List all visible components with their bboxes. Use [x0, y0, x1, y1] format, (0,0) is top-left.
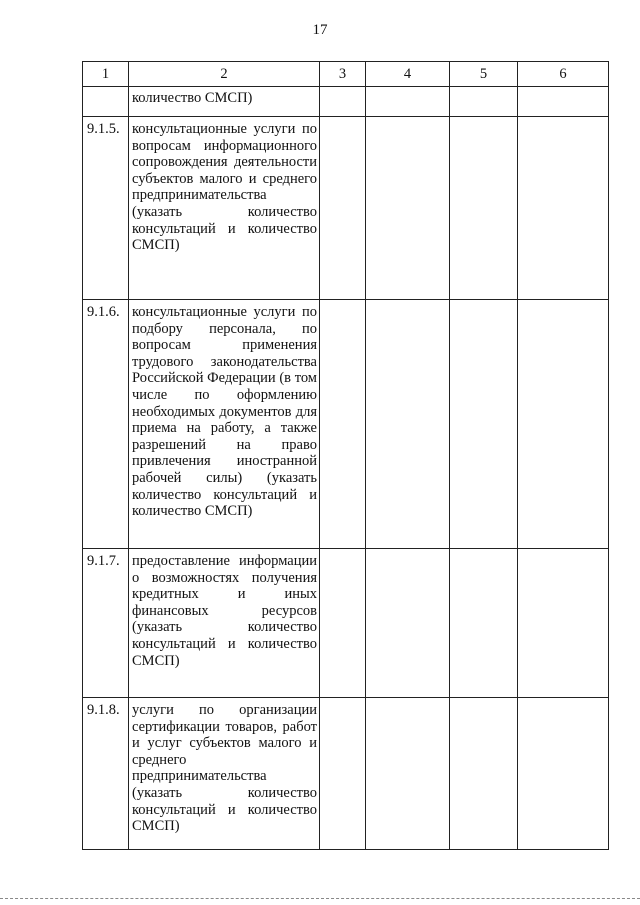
row-number: 9.1.8. [83, 698, 129, 850]
continuation-text: количество СМСП) [129, 87, 320, 117]
row-description: предоставление информации о возможностях получения кредитных и иных финансовых ресурсов (указать количество консультаций и количество СМСП) [129, 549, 320, 698]
data-cell [518, 549, 609, 698]
report-table [82, 61, 609, 850]
data-cell [450, 87, 518, 117]
bottom-divider [0, 898, 640, 899]
data-cell [518, 87, 609, 117]
data-cell [320, 117, 366, 300]
continuation-row [83, 87, 609, 117]
data-cell [518, 117, 609, 300]
table-row [83, 698, 609, 850]
column-header-5: 5 [450, 62, 518, 87]
row-number: 9.1.5. [83, 117, 129, 300]
data-cell [366, 117, 450, 300]
row-description: консультационные услуги по вопросам информационного сопровождения деятельности субъектов малого и среднего предпринимательства (указать количество консультаций и количество СМСП) [129, 117, 320, 300]
page-number: 17 [312, 22, 328, 38]
row-number: 9.1.6. [83, 300, 129, 549]
table-header-row [83, 62, 609, 87]
data-cell [450, 117, 518, 300]
column-header-2: 2 [129, 62, 320, 87]
row-description: услуги по организации сертификации товаров, работ и услуг субъектов малого и среднего предпринимательства (указать количество консультаций и количество СМСП) [129, 698, 320, 850]
table-row [83, 300, 609, 549]
row-number: 9.1.7. [83, 549, 129, 698]
data-cell [320, 87, 366, 117]
data-cell [518, 698, 609, 850]
data-cell [366, 698, 450, 850]
column-header-4: 4 [366, 62, 450, 87]
data-cell [450, 549, 518, 698]
column-header-1: 1 [83, 62, 129, 87]
table-row [83, 549, 609, 698]
row-number-cell [83, 87, 129, 117]
data-cell [450, 300, 518, 549]
data-cell [366, 87, 450, 117]
row-description: консультационные услуги по подбору персонала, по вопросам применения трудового законодательства Российской Федерации (в том числе по оформлению необходимых документов для приема на работу, а также разрешений на право привлечения иностранной рабочей силы) (указать количество консультаций и количество СМСП) [129, 300, 320, 549]
data-cell [518, 300, 609, 549]
data-cell [366, 549, 450, 698]
data-cell [320, 549, 366, 698]
data-cell [450, 698, 518, 850]
column-header-3: 3 [320, 62, 366, 87]
table-row [83, 117, 609, 300]
data-cell [320, 300, 366, 549]
column-header-6: 6 [518, 62, 609, 87]
data-cell [320, 698, 366, 850]
data-cell [366, 300, 450, 549]
